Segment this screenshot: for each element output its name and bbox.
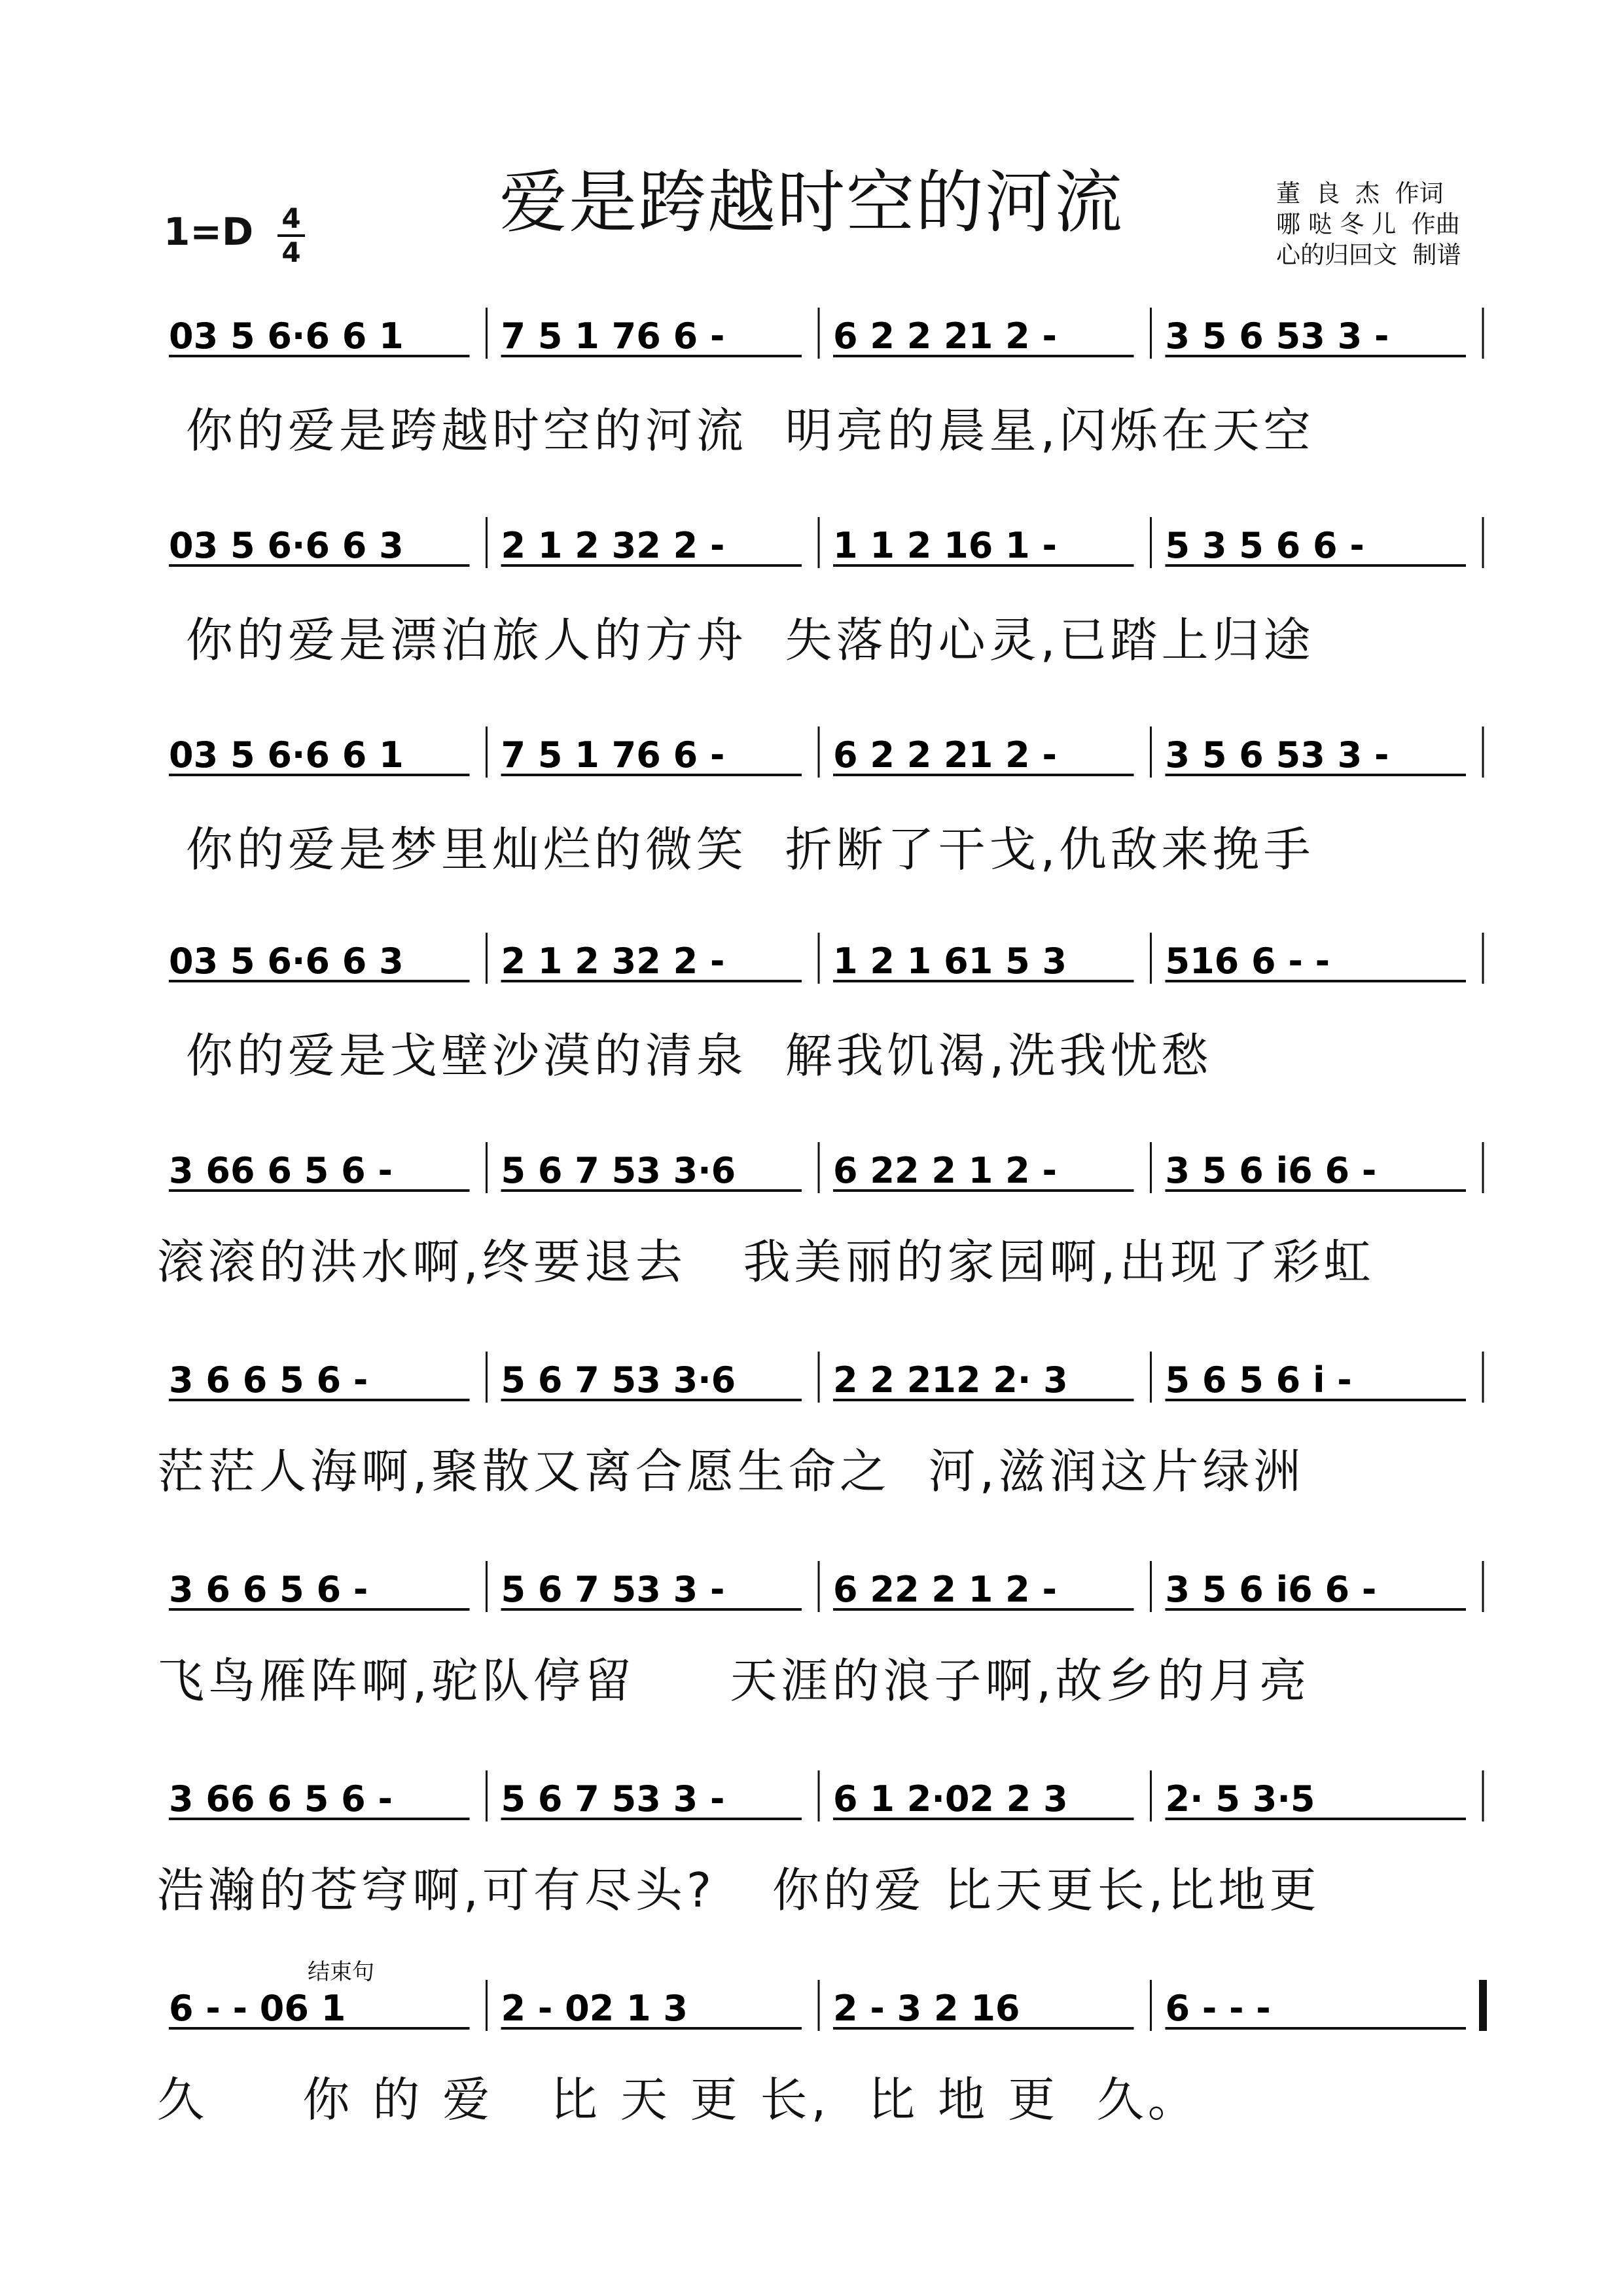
- measure-notes: 3 5 6 i6 6 -: [1165, 1569, 1377, 1610]
- measure-notes: 6 22 2 1 2 -: [833, 1569, 1057, 1610]
- measure-notes: 6 1 2·02 2 3: [833, 1778, 1068, 1820]
- score-system-6: [157, 1352, 1486, 1417]
- page-title: 爱是跨越时空的河流: [499, 162, 1124, 242]
- measure-notes: 2 1 2 32 2 -: [501, 941, 725, 982]
- measure-notes: 5 3 5 6 6 -: [1165, 525, 1364, 566]
- score-system-2: [157, 517, 1486, 583]
- lyric-line-2: 你的爱是漂泊旅人的方舟 失落的心灵,已踏上归途: [167, 613, 1315, 668]
- time-signature: [275, 204, 308, 267]
- measure-notes: 3 66 6 5 6 -: [169, 1778, 393, 1820]
- lyric-line-1: 你的爱是跨越时空的河流 明亮的晨星,闪烁在天空: [167, 403, 1315, 458]
- lyric-line-9: 久 你 的 爱 比 天 更 长, 比 地 更 久。: [157, 2072, 1199, 2127]
- time-signature-top: 4: [281, 202, 301, 234]
- measure-notes: 5 6 7 53 3·6: [501, 1150, 736, 1191]
- lyric-line-5: 滚滚的洪水啊,终要退去 我美丽的家园啊,出现了彩虹: [157, 1234, 1375, 1289]
- measure-notes: 1 1 2 16 1 -: [833, 525, 1057, 566]
- measure-notes: 3 66 6 5 6 -: [169, 1150, 393, 1191]
- lyric-line-7: 飞鸟雁阵啊,驼队停留 天涯的浪子啊,故乡的月亮: [157, 1653, 1311, 1708]
- score-system-9: [157, 1980, 1486, 2045]
- score-system-7: [157, 1561, 1486, 1626]
- measure-notes: 6 - - 06 1: [169, 1988, 346, 2029]
- measure-notes: 3 5 6 i6 6 -: [1165, 1150, 1377, 1191]
- measure-notes: 2 2 212 2· 3: [833, 1359, 1068, 1401]
- measure-notes: 2 - 3 2 16: [833, 1988, 1020, 2029]
- measure-lines: [157, 308, 1486, 373]
- measure-notes: 3 6 6 5 6 -: [169, 1569, 368, 1610]
- measure-notes: 7 5 1 76 6 -: [501, 315, 725, 357]
- measure-notes: 03 5 6·6 6 1: [169, 734, 404, 776]
- measure-notes: 7 5 1 76 6 -: [501, 734, 725, 776]
- measure-notes: 1 2 1 61 5 3: [833, 941, 1067, 982]
- measure-notes: 03 5 6·6 6 1: [169, 315, 404, 357]
- measure-notes: 2· 5 3·5: [1165, 1778, 1315, 1820]
- measure-lines: [157, 1770, 1486, 1836]
- measure-notes: 5 6 7 53 3·6: [501, 1359, 736, 1401]
- measure-lines: [157, 1561, 1486, 1626]
- measure-notes: 3 6 6 5 6 -: [169, 1359, 368, 1401]
- measure-notes: 6 2 2 21 2 -: [833, 315, 1057, 357]
- key-signature: 1=D: [164, 209, 254, 254]
- measure-notes: 03 5 6·6 6 3: [169, 525, 404, 566]
- measure-lines: [157, 517, 1486, 583]
- measure-notes: 6 - - -: [1165, 1988, 1271, 2029]
- measure-lines: [157, 1142, 1486, 1208]
- score-system-4: [157, 933, 1486, 998]
- credits: [1276, 178, 1461, 270]
- measure-notes: 6 2 2 21 2 -: [833, 734, 1057, 776]
- measure-lines: [157, 1980, 1486, 2045]
- measure-notes: 2 - 02 1 3: [501, 1988, 688, 2029]
- credit-composer: 哪 哒 冬 儿 作曲: [1276, 210, 1460, 238]
- lyric-line-3: 你的爱是梦里灿烂的微笑 折断了干戈,仇敌来挽手: [167, 822, 1315, 877]
- measure-notes: 6 22 2 1 2 -: [833, 1150, 1057, 1191]
- time-signature-bottom: 4: [281, 236, 301, 268]
- credit-transcriber: 心的归回文 制谱: [1276, 241, 1461, 269]
- measure-notes: 5 6 5 6 i -: [1165, 1359, 1352, 1401]
- score-system-5: [157, 1142, 1486, 1208]
- measure-notes: 3 5 6 53 3 -: [1165, 315, 1389, 357]
- lyric-line-8: 浩瀚的苍穹啊,可有尽头? 你的爱 比天更长,比地更: [157, 1863, 1321, 1918]
- score-system-8: [157, 1770, 1486, 1836]
- lyric-line-6: 茫茫人海啊,聚散又离合愿生命之 河,滋润这片绿洲: [157, 1444, 1305, 1499]
- measure-notes: 3 5 6 53 3 -: [1165, 734, 1389, 776]
- credit-lyricist: 董 良 杰 作词: [1276, 179, 1444, 207]
- score-system-1: [157, 308, 1486, 373]
- measure-lines: [157, 1352, 1486, 1417]
- measure-lines: [157, 726, 1486, 792]
- measure-notes: 516 6 - -: [1165, 941, 1330, 982]
- lyric-line-4: 你的爱是戈壁沙漠的清泉 解我饥渴,洗我忧愁: [167, 1028, 1213, 1083]
- measure-notes: 03 5 6·6 6 3: [169, 941, 404, 982]
- measure-lines: [157, 933, 1486, 998]
- ending-annotation: 结束句: [308, 1959, 374, 1985]
- measure-notes: 5 6 7 53 3 -: [501, 1778, 725, 1820]
- score-system-3: [157, 726, 1486, 792]
- measure-notes: 5 6 7 53 3 -: [501, 1569, 725, 1610]
- measure-notes: 2 1 2 32 2 -: [501, 525, 725, 566]
